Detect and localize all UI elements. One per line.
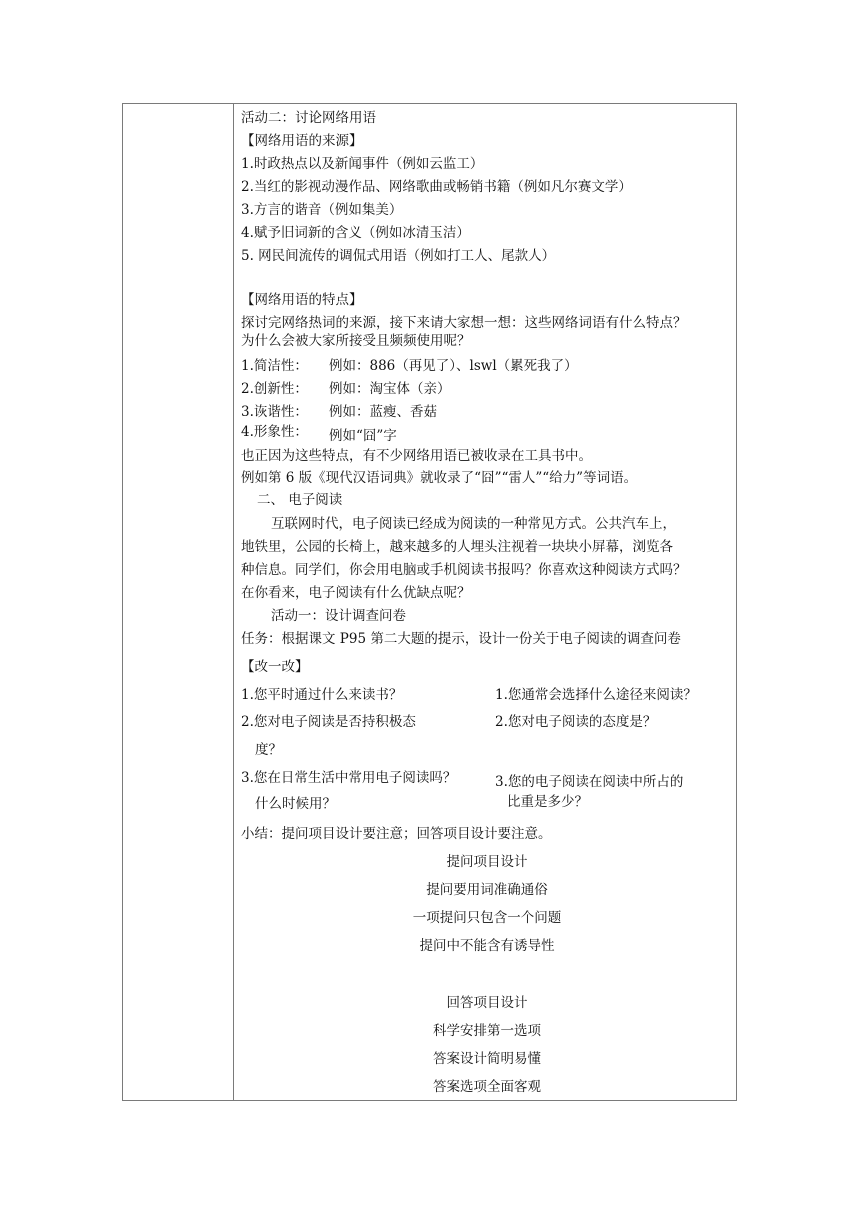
sources-heading: 【网络用语的来源】 — [241, 133, 363, 149]
feature-label: 1.简洁性： — [241, 358, 308, 374]
source-item: 1.时政热点以及新闻事件（例如云监工） — [241, 156, 484, 172]
reading-paragraph-line: 在你看来，电子阅读有什么优缺点呢？ — [241, 585, 471, 601]
answer-design-item: 答案设计简明易懂 — [433, 1051, 541, 1067]
revised-question: 1.您通常会选择什么途径来阅读？ — [495, 687, 697, 703]
source-item: 2.当红的影视动漫作品、网络歌曲或畅销书籍（例如凡尔赛文学） — [241, 179, 632, 195]
features-intro-line: 探讨完网络热词的来源，接下来请大家想一想：这些网络词语有什么特点？ — [241, 315, 687, 331]
question-design-item: 提问中不能含有诱导性 — [419, 938, 555, 954]
question-design-item: 提问要用词准确通俗 — [426, 882, 548, 898]
feature-row — [241, 422, 733, 442]
features-conclusion: 也正因为这些特点，有不少网络用语已被收录在工具书中。 — [241, 448, 592, 464]
original-question: 1.您平时通过什么来读书？ — [241, 687, 403, 703]
feature-label: 3.诙谐性： — [241, 404, 308, 420]
original-question-continued: 什么时候用？ — [255, 796, 336, 812]
feature-example: 例如：淘宝体（亲） — [329, 381, 451, 397]
summary-text: 小结：提问项目设计要注意；回答项目设计要注意。 — [241, 826, 552, 842]
reading-paragraph-line: 种信息。同学们，你会用电脑或手机阅读书报吗？你喜欢这种阅读方式吗？ — [241, 562, 687, 578]
activity1-title: 活动一：设计调查问卷 — [271, 608, 406, 624]
revised-question: 3.您的电子阅读在阅读中所占的 — [495, 774, 684, 790]
revised-question-continued: 比重是多少？ — [507, 794, 588, 810]
question-row — [241, 685, 733, 705]
feature-example: 例如“囧”字 — [329, 428, 397, 444]
features-conclusion: 例如第 6 版《现代汉语词典》就收录了“囧”“雷人”“给力”等词语。 — [241, 470, 638, 486]
answer-design-heading: 回答项目设计 — [446, 995, 528, 1011]
source-item: 4.赋予旧词新的含义（例如冰清玉洁） — [241, 225, 470, 241]
feature-label: 2.创新性： — [241, 381, 308, 397]
source-item: 5. 网民间流传的调侃式用语（例如打工人、尾款人） — [241, 248, 556, 264]
feature-example: 例如：886（再见了）、lswl（累死我了） — [329, 358, 578, 374]
original-question-continued: 度？ — [255, 742, 282, 758]
source-item: 3.方言的谐音（例如集美） — [241, 202, 403, 218]
question-design-heading: 提问项目设计 — [446, 854, 528, 870]
feature-row — [241, 402, 733, 422]
answer-design-item: 答案选项全面客观 — [433, 1079, 541, 1095]
revise-heading: 【改一改】 — [241, 659, 309, 675]
answer-design-item: 科学安排第一选项 — [433, 1023, 541, 1039]
task-text: 任务：根据课文 P95 第二大题的提示，设计一份关于电子阅读的调查问卷 — [241, 631, 681, 647]
reading-paragraph-line: 地铁里，公园的长椅上，越来越多的人埋头注视着一块块小屏幕，浏览各 — [241, 539, 673, 555]
question-row — [241, 712, 733, 732]
question-design-item: 一项提问只包含一个问题 — [412, 910, 562, 926]
features-heading: 【网络用语的特点】 — [241, 292, 363, 308]
column-divider — [233, 104, 234, 1100]
reading-section-title: 二、 电子阅读 — [257, 492, 343, 508]
revised-question: 2.您对电子阅读的态度是？ — [495, 714, 657, 730]
activity2-title: 活动二：讨论网络用语 — [241, 110, 376, 126]
feature-row — [241, 379, 733, 399]
reading-paragraph-line: 互联网时代，电子阅读已经成为阅读的一种常见方式。公共汽车上， — [271, 516, 676, 532]
feature-example: 例如：蓝瘦、香菇 — [329, 404, 437, 420]
original-question: 2.您对电子阅读是否持积极态 — [241, 714, 416, 730]
original-question: 3.您在日常生活中常用电子阅读吗？ — [241, 770, 457, 786]
features-intro-line: 为什么会被大家所接受且频频使用呢？ — [241, 333, 471, 349]
question-row — [241, 768, 733, 788]
feature-label: 4.形象性： — [241, 424, 308, 440]
feature-row — [241, 356, 733, 376]
